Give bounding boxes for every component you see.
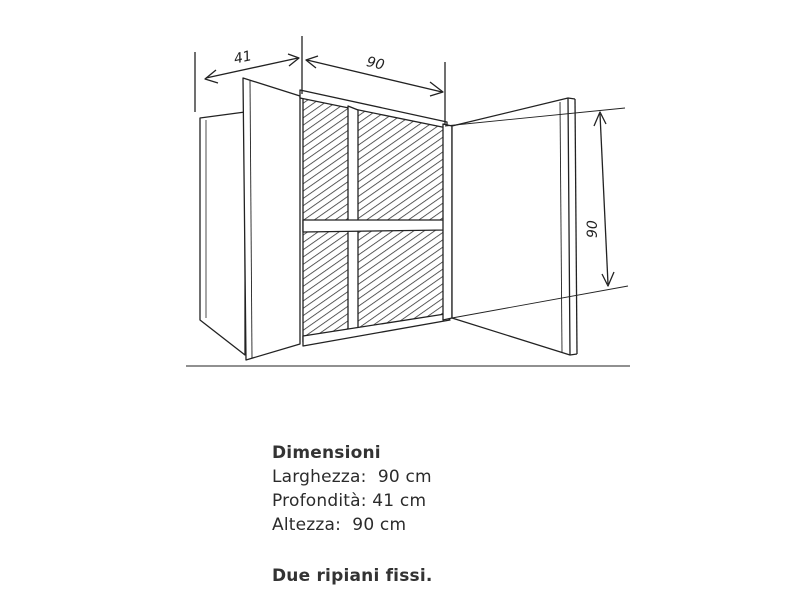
right-door bbox=[452, 98, 570, 355]
width-spec-value: 90 cm bbox=[377, 467, 432, 487]
depth-value-label: 41 bbox=[232, 48, 254, 68]
fixed-shelf bbox=[303, 220, 445, 232]
height-spec-value: 90 cm bbox=[352, 515, 407, 535]
interior-compartments bbox=[303, 96, 445, 342]
left-door bbox=[200, 112, 245, 355]
width-spec-label: Larghezza: bbox=[272, 467, 367, 487]
depth-spec-row bbox=[272, 489, 433, 513]
dimensions-panel bbox=[272, 441, 433, 588]
dimensions-title: Dimensioni bbox=[272, 443, 381, 463]
depth-spec-label: Profondità: bbox=[272, 491, 367, 511]
height-spec-label: Altezza: bbox=[272, 515, 342, 535]
width-value-label: 90 bbox=[364, 54, 386, 74]
shelves-note: Due ripiani fissi. bbox=[272, 566, 433, 586]
height-spec-row bbox=[272, 513, 433, 537]
height-value-label: 90 bbox=[585, 220, 601, 238]
height-dimension-line bbox=[600, 114, 608, 284]
depth-spec-value: 41 cm bbox=[372, 491, 427, 511]
width-spec-row bbox=[272, 465, 433, 489]
